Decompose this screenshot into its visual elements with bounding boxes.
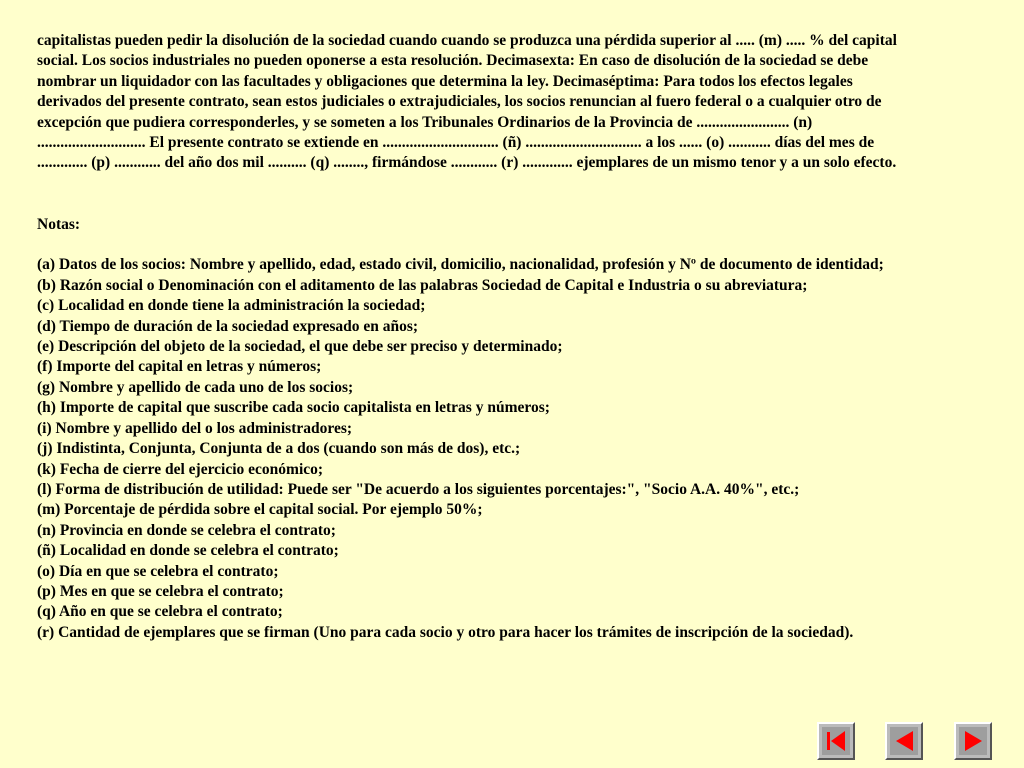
note-item: (r) Cantidad de ejemplares que se firman (Uno para cada socio y otro para hacer los trámites de inscripción de la sociedad).: [37, 623, 854, 641]
notes-title: Notas:: [37, 215, 81, 233]
paragraph-line: capitalistas pueden pedir la disolución de la sociedad cuando cuando se produzca una pérdida superior al ..... (m) ..... % del capital: [37, 32, 897, 49]
note-item: (f) Importe del capital en letras y números;: [37, 358, 322, 376]
note-item: (k) Fecha de cierre del ejercicio económico;: [37, 460, 324, 478]
next-slide-button[interactable]: [954, 722, 992, 760]
note-item: (e) Descripción del objeto de la sociedad, el que debe ser preciso y determinado;: [37, 338, 563, 356]
paragraph-line: derivados del presente contrato, sean estos judiciales o extrajudiciales, los socios renuncian al fuero federal o a cualquier otro de: [37, 93, 882, 111]
paragraph-line: ............................ El presente contrato se extiende en .............................. (ñ) .............................. a los ...... (o) ........... días del mes de: [37, 134, 875, 152]
note-item: (c) Localidad en donde tiene la administración la sociedad;: [37, 297, 426, 315]
first-slide-button[interactable]: [817, 722, 855, 760]
note-item: (q) Año en que se celebra el contrato;: [37, 603, 283, 621]
arrow-right-icon: [959, 727, 987, 755]
note-item: (p) Mes en que se celebra el contrato;: [37, 582, 284, 600]
previous-slide-button[interactable]: [885, 722, 923, 760]
note-item: (o) Día en que se celebra el contrato;: [37, 562, 279, 580]
note-item: (h) Importe de capital que suscribe cada socio capitalista en letras y números;: [37, 399, 550, 417]
note-item: (j) Indistinta, Conjunta, Conjunta de a dos (cuando son más de dos), etc.;: [37, 440, 521, 458]
note-item: (a) Datos de los socios: Nombre y apellido, edad, estado civil, domicilio, nacionalidad, profesión y Nº de documento de identidad;: [37, 256, 884, 274]
note-item: (i) Nombre y apellido del o los administradores;: [37, 419, 353, 437]
skip-to-first-icon: [822, 727, 850, 755]
note-item: (m) Porcentaje de pérdida sobre el capital social. Por ejemplo 50%;: [37, 501, 483, 519]
paragraph-line: ............. (p) ............ del año dos mil .......... (q) ........, firmándose ............ (r) ............. ejemplares de un mismo tenor y a un solo efecto.: [37, 154, 897, 172]
notes-list: [37, 255, 992, 643]
document-content: [37, 31, 992, 643]
paragraph-line: nombrar un liquidador con las facultades y obligaciones que determina la ley. Decimaséptima: Para todos los efectos legales: [37, 72, 853, 90]
note-item: (n) Provincia en donde se celebra el contrato;: [37, 521, 336, 539]
note-item: (l) Forma de distribución de utilidad: Puede ser "De acuerdo a los siguientes porcentajes:", "Socio A.A. 40%", etc.;: [37, 480, 800, 498]
note-item: (ñ) Localidad en donde se celebra el contrato;: [37, 542, 339, 560]
note-item: (g) Nombre y apellido de cada uno de los socios;: [37, 378, 354, 396]
note-item: (b) Razón social o Denominación con el aditamento de las palabras Sociedad de Capital e Industria o su abreviatura;: [37, 276, 808, 294]
arrow-left-icon: [890, 727, 918, 755]
contract-paragraph: [37, 31, 992, 174]
paragraph-line: excepción que pudiera corresponderles, y se someten a los Tribunales Ordinarios de la Provincia de ........................ (n): [37, 113, 813, 131]
paragraph-line: social. Los socios industriales no pueden oponerse a esta resolución. Decimasexta: En caso de disolución de la sociedad se debe: [37, 52, 869, 70]
note-item: (d) Tiempo de duración de la sociedad expresado en años;: [37, 317, 419, 335]
